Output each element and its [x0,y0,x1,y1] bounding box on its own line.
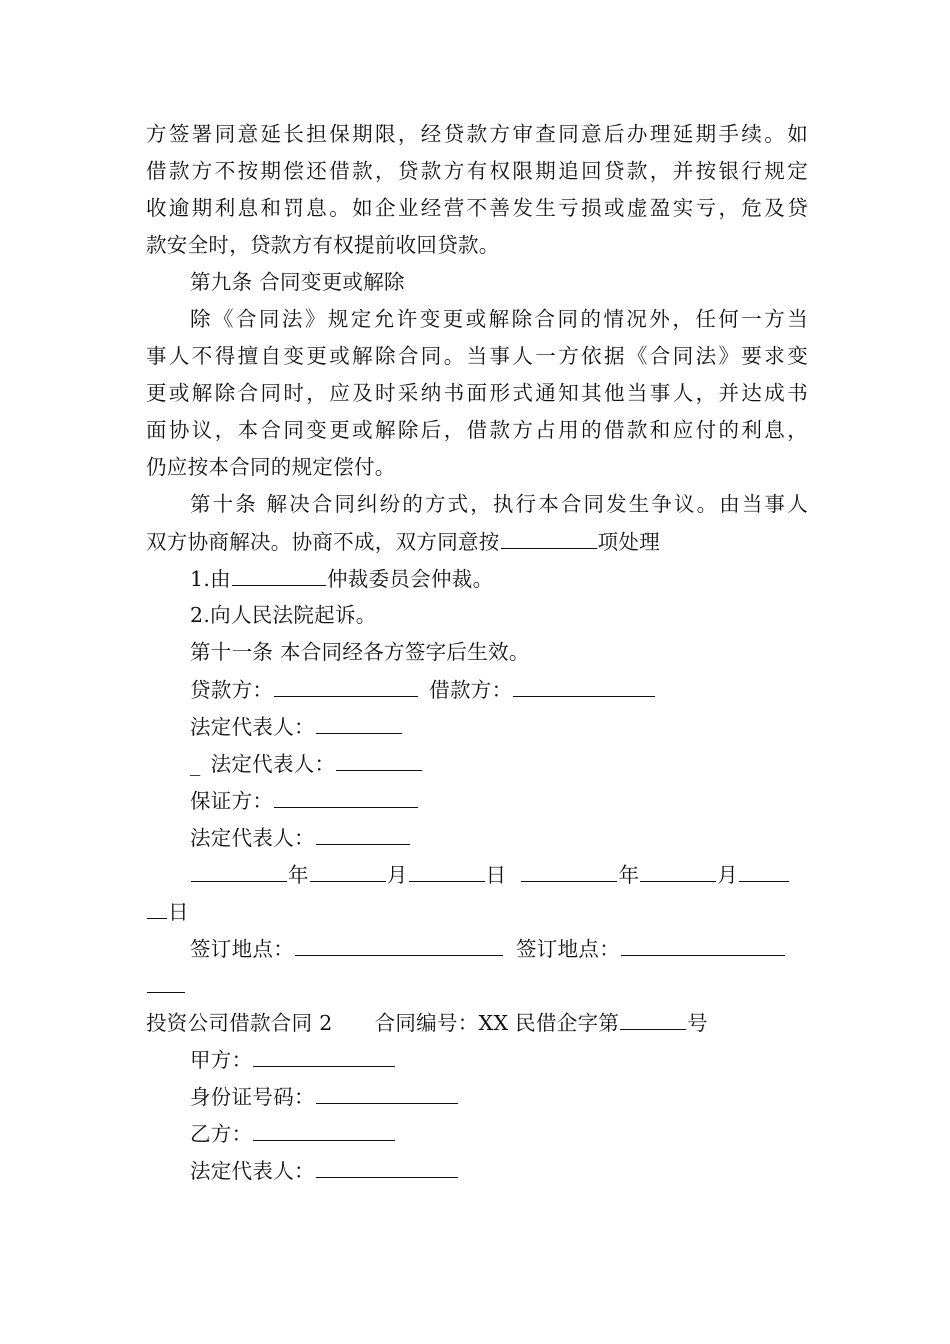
label: 甲方： [190,1048,253,1072]
text: 年 [618,863,640,887]
article-heading: 第十一条 本合同经各方签字后生效。 [190,640,530,664]
date-line [146,893,808,930]
signature-line [146,671,808,708]
legal-rep-field[interactable] [316,819,410,845]
text: 年 [288,863,309,887]
party-line [146,1115,808,1152]
paragraph-line: 更或解除合同时，应及时采纳书面形式通知其他当事人，并达成书 [146,381,808,405]
paragraph-line: 借款方不按期偿还借款，贷款方有权限期追回贷款，并按银行规定 [146,159,808,183]
day-field[interactable] [409,856,485,882]
month-field[interactable] [640,856,716,882]
signature-line [146,745,808,782]
label: 贷款方： [190,678,274,702]
signature-line [146,782,808,819]
paragraph-line: 事人不得擅自变更或解除合同。当事人一方依据《合同法》要求变 [146,344,808,368]
paragraph-line: 面协议，本合同变更或解除后，借款方占用的借款和应付的利息， [146,418,808,442]
contract-title-line [146,1004,808,1041]
text: 月 [717,863,739,887]
label: 身份证号码： [190,1085,315,1109]
guarantor-field[interactable] [274,782,418,808]
legal-rep-field[interactable] [316,1152,458,1178]
paragraph-line: 款安全时，贷款方有权提前收回贷款。 [146,233,500,257]
text: 日 [485,863,507,887]
party-line [146,1152,808,1189]
day-field[interactable] [147,893,167,919]
option-line [146,560,808,597]
text: 号 [687,1011,708,1035]
label: 乙方： [190,1122,253,1146]
text: 月 [386,863,408,887]
sign-place-line [146,930,808,967]
text: 项处理 [597,530,661,554]
text: _ [190,752,201,776]
label: 保证方： [190,789,274,813]
document-body [146,116,808,1189]
party-a-field[interactable] [253,1041,395,1067]
signature-line [146,819,808,856]
text: 日 [168,900,189,924]
contract-number-field[interactable] [620,1004,686,1030]
text: 1.由 [190,567,231,591]
year-field[interactable] [191,856,287,882]
paragraph-line: 仍应按本合同的规定偿付。 [146,455,396,479]
lender-field[interactable] [274,671,418,697]
paragraph-line: 收逾期利息和罚息。如企业经营不善发生亏损或虚盈实亏，危及贷 [146,196,808,220]
label: 法定代表人： [210,752,336,776]
year-field[interactable] [521,856,617,882]
label: 法定代表人： [190,715,315,739]
label: 签订地点： [190,937,294,961]
party-line [146,1041,808,1078]
party-line [146,1078,808,1115]
contract-title: 投资公司借款合同 2 [146,1011,333,1035]
sign-place-line [146,967,808,1004]
article-heading: 第九条 合同变更或解除 [190,270,405,294]
party-b-field[interactable] [253,1115,395,1141]
paragraph-line: 除《合同法》规定允许变更或解除合同的情况外，任何一方当 [190,307,808,331]
sign-place-field[interactable] [295,930,503,956]
sign-place-field[interactable] [621,930,785,956]
id-number-field[interactable] [316,1078,458,1104]
paragraph-line [146,523,808,560]
legal-rep-field[interactable] [336,745,422,771]
borrower-field[interactable] [513,671,655,697]
label: 法定代表人： [190,1159,315,1183]
month-field[interactable] [310,856,386,882]
paragraph-line: 方签署同意延长担保期限，经贷款方审查同意后办理延期手续。如 [146,122,808,146]
contract-number-label: 合同编号：XX 民借企字第 [374,1011,620,1035]
label: 签订地点： [516,937,620,961]
day-field[interactable] [739,856,789,882]
date-line [146,856,808,893]
label: 法定代表人： [190,826,315,850]
article-heading: 第十条 解决合同纠纷的方式，执行本合同发生争议。由当事人 [190,492,808,516]
fill-blank[interactable] [232,560,326,586]
signature-line [146,708,808,745]
legal-rep-field[interactable] [316,708,402,734]
text: 双方协商解决。协商不成，双方同意按 [146,530,500,554]
fill-blank[interactable] [501,523,597,549]
label: 借款方： [429,678,513,702]
sign-place-field[interactable] [147,967,185,993]
text: 仲裁委员会仲裁。 [326,567,494,591]
option-line: 2.向人民法院起诉。 [190,603,377,627]
